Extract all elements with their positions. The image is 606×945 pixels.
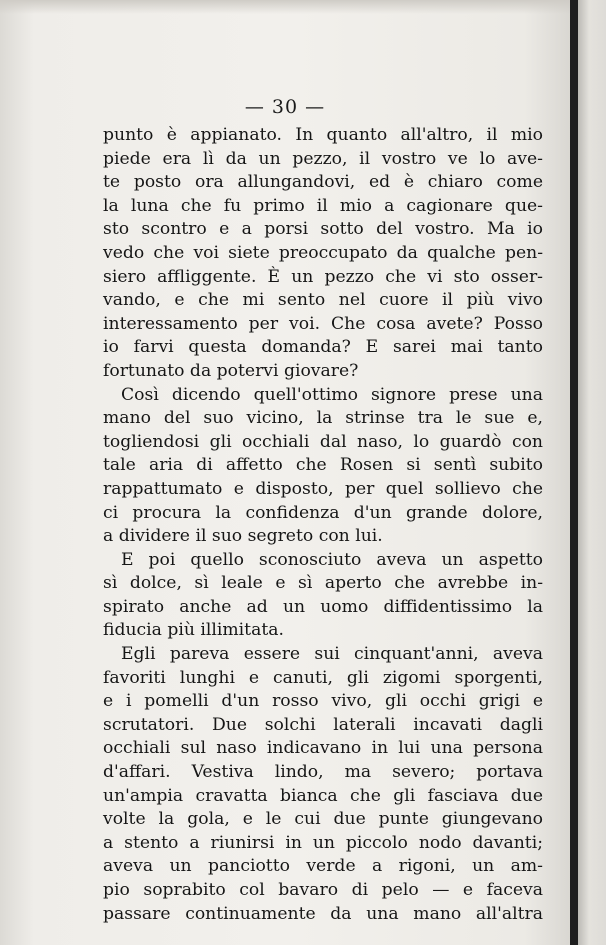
text-line: ci procura la confidenza d'un grande dolore, (103, 502, 543, 523)
book-spine (570, 0, 578, 945)
text-line: fortunato da potervi giovare? (103, 360, 359, 381)
text-line: pio soprabito col bavaro di pelo — e faceva (103, 880, 543, 900)
text-line: te posto ora allungandovi, ed è chiaro come (103, 172, 543, 193)
text-line: Così dicendo quell'ottimo signore prese una (121, 384, 543, 405)
page-top-shadow (0, 0, 570, 14)
text-line: sto scontro e a porsi sotto del vostro. Ma io (103, 219, 543, 240)
text-line: sì dolce, sì leale e sì aperto che avrebbe in- (103, 573, 543, 594)
text-line: passare continuamente da una mano all'altra (103, 903, 543, 924)
text-line: d'affari. Vestiva lindo, ma severo; portava (103, 762, 543, 783)
text-line: volte la gola, e le cui due punte giungevano (103, 809, 543, 830)
text-line: E poi quello sconosciuto aveva un aspetto (121, 549, 543, 570)
text-line: e i pomelli d'un rosso vivo, gli occhi grigi e (103, 691, 543, 712)
text-line: rappattumato e disposto, per quel sollievo che (103, 478, 543, 499)
text-line: vando, e che mi sento nel cuore il più vivo (103, 290, 543, 311)
text-line: tale aria di affetto che Rosen si sentì subito (103, 455, 543, 476)
text-line: occhiali sul naso indicavano in lui una persona (103, 738, 543, 759)
text-line: siero affliggente. È un pezzo che vi sto osser- (103, 266, 543, 287)
body-text (103, 124, 543, 926)
text-line: togliendosi gli occhiali dal naso, lo guardò con (103, 431, 543, 452)
text-line: punto è appianato. In quanto all'altro, il mio (103, 125, 543, 145)
text-line: spirato anche ad un uomo diffidentissimo la (103, 596, 543, 617)
text-line: scrutatori. Due solchi laterali incavati dagli (103, 714, 543, 735)
text-line: la luna che fu primo il mio a cagionare que- (103, 195, 543, 216)
text-line: Egli pareva essere sui cinquant'anni, aveva (121, 644, 543, 665)
text-line: un'ampia cravatta bianca che gli fasciava due (103, 785, 543, 806)
text-line: aveva un panciotto verde a rigoni, un am- (103, 856, 543, 877)
text-line: a stento a riunirsi in un piccolo nodo davanti; (103, 832, 543, 853)
text-line: a dividere il suo segreto con lui. (103, 526, 383, 547)
text-line: interessamento per voi. Che cosa avete? Posso (103, 313, 543, 334)
text-line: mano del suo vicino, la strinse tra le sue e, (103, 408, 543, 429)
text-line: io farvi questa domanda? E sarei mai tanto (103, 337, 543, 358)
text-line: vedo che voi siete preoccupato da qualche pen- (103, 242, 543, 263)
text-line: favoriti lunghi e canuti, gli zigomi sporgenti, (103, 667, 543, 688)
text-line: piede era lì da un pezzo, il vostro ve lo ave- (103, 148, 543, 169)
page-number: — 30 — (244, 96, 326, 118)
facing-page-edge (578, 0, 606, 945)
text-line: fiducia più illimitata. (103, 620, 284, 641)
